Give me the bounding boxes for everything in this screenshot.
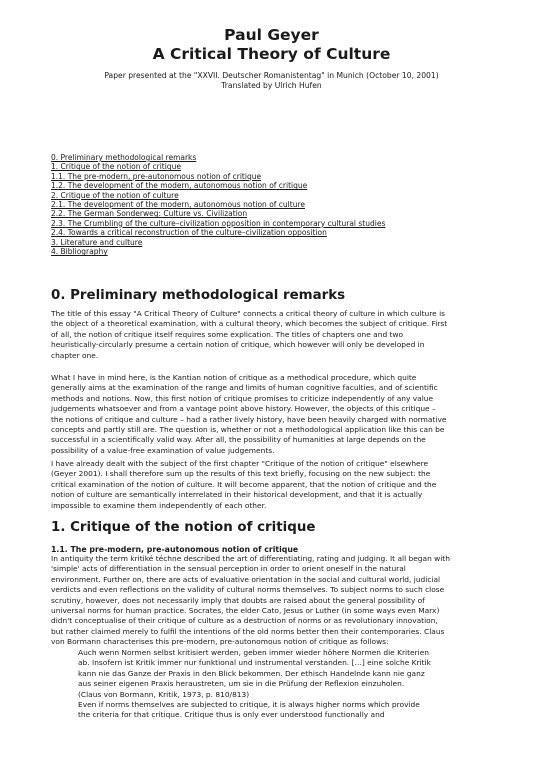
text-line: von Bormann characterises this pre-modern, pre-autonomous notion of critique as follows: [51,637,389,647]
text-line: notion of culture are semantically interrelated in their historical development, and that it is actually [51,490,423,500]
toc-link[interactable]: 2.1. The development of the modern, autonomous notion of culture [51,200,305,210]
citation: (Claus von Bormann, Kritik, 1973, p. 810/813) [78,689,250,699]
text-line: of all, the notion of critique itself requires some explication. The titles of chapters one and two [51,329,404,339]
author-name: Paul Geyer [224,26,319,44]
text-line: aus seiner eigenen Praxis heraustreten, um sie in die Prüfung der Reflexion einzuholen. [78,679,405,689]
text-line: verdicts and even reflections on the validity of cultural norms themselves. To subject norms to such close [51,585,445,595]
text-line: (Geyer 2001). I shall therefore sum up the results of this text briefly, focusing on the new subject: the [51,469,431,479]
section-heading: 0. Preliminary methodological remarks [51,288,346,303]
section-heading: 1. Critique of the notion of critique [51,520,316,535]
text-line: universal norms for human practice. Socrates, the elder Cato, Jesus or Luther (in some ways even Marx) [51,606,440,616]
text-line: the notions of critique and culture – had a rather lively history, have been heavily charged with normative [51,414,447,424]
paper-info: Paper presented at the "XXVII. Deutscher Romanistentag" in Munich (October 10, 2001) [104,71,439,80]
text-line: impossible to examine them independently of each other. [51,500,267,510]
paragraph [51,309,501,361]
text-line: didn't conceptualise of their critique of culture as a destruction of norms or as revolutionary innovation, [51,616,438,626]
toc-link[interactable]: 1.1. The pre-modern, pre-autonomous notion of critique [51,171,262,181]
toc-link[interactable]: 0. Preliminary methodological remarks [51,153,197,162]
text-line: Even if norms themselves are subjected to critique, it is always higher norms which provide [78,700,420,710]
text-line: What I have in mind here, is the Kantian notion of critique as a methodical procedure, which quite [51,373,417,382]
text-line: the object of a theoretical examination, with a cultural theory, which becomes the subject of critique. First [51,319,448,329]
text-line: I have already dealt with the subject of the first chapter "Critique of the notion of critique" elsewhere [51,459,429,468]
toc-link[interactable]: 2. Critique of the notion of culture [51,190,179,200]
toc-link[interactable]: 2.4. Towards a critical reconstruction of the culture–civilization opposition [51,228,327,238]
table-of-contents [51,153,501,256]
text-line: possibility of a value-free examination of value judgements. [51,445,275,455]
text-line: Auch wenn Normen selbst kritisiert werden, geben immer wieder höhere Normen die Kriterien [78,648,429,657]
text-line: kann nie das Ganze der Praxis in den Blick bekommen. Der ethisch Handelnde kann nie ganz [78,668,425,678]
paragraph [51,554,501,648]
toc-link[interactable]: 3. Literature and culture [51,237,143,247]
subsection-heading: 1.1. The pre-modern, pre-autonomous notion of critique [51,545,299,554]
text-line: heuristically-circularly presume a certain notion of critique, which however will only be developed in [51,340,425,350]
text-line: ab. Insofern ist Kritik immer nur funktional und instrumental verstanden. […] eine solche Kritik [78,658,431,668]
paragraph [51,373,501,456]
text-line: The title of this essay "A Critical Theory of Culture" connects a critical theory of culture in which culture is [51,309,446,318]
text-line: successful in a scientifically valid way. After all, the possibility of humanities at large depends on the [51,435,426,445]
text-line: methods and notions. Now, this first notion of critique promises to criticize independently of any value [51,393,434,403]
paragraph [51,459,501,511]
text-line: critical examination of the notion of culture. It will become apparent, that the notion of critique and the [51,479,437,489]
toc-link[interactable]: 1. Critique of the notion of critique [51,162,181,172]
text-line: concepts and partly still are. The question is, whether or not a methodological application like this can be [51,425,445,435]
toc-link[interactable]: 2.3. The Crumbling of the culture–civilization opposition in contemporary cultural studies [51,218,386,228]
text-line: chapter one. [51,350,99,360]
text-line: In antiquity the term kritiké téchne described the art of differentiating, rating and judging. It all began with [51,554,450,563]
text-line: environment. Further on, there are acts of evaluative orientation in the social and cultural world, judicial [51,574,441,584]
text-line: generally aims at the examination of the range and limits of human cognitive faculties, and of scientific [51,383,438,393]
document-title: A Critical Theory of Culture [152,45,391,63]
toc-link[interactable]: 1.2. The development of the modern, autonomous notion of critique [51,181,308,191]
toc-link[interactable]: 2.2. The German Sonderweg: Culture vs. Civilization [51,209,248,219]
block-quote [78,648,498,721]
text-line: scrutiny, however, does not necessarily imply that doubts are raised about the general possibility of [51,595,425,605]
text-line: judgements whatsoever and from a vantage point above history. However, the objects of this critique – [51,404,436,414]
translator-info: Translated by Ulrich Hufen [221,81,322,90]
text-line: 'simple' acts of differentiation in the sensual perception in order to orient oneself in the natural [51,564,406,574]
text-line: but rather claimed merely to fulfil the intentions of the old norms better then their contemporaries. Claus [51,626,445,636]
toc-link[interactable]: 4. Bibliography [51,247,108,257]
text-line: the criteria for that critique. Critique thus is only ever understood functionally and [78,710,385,720]
